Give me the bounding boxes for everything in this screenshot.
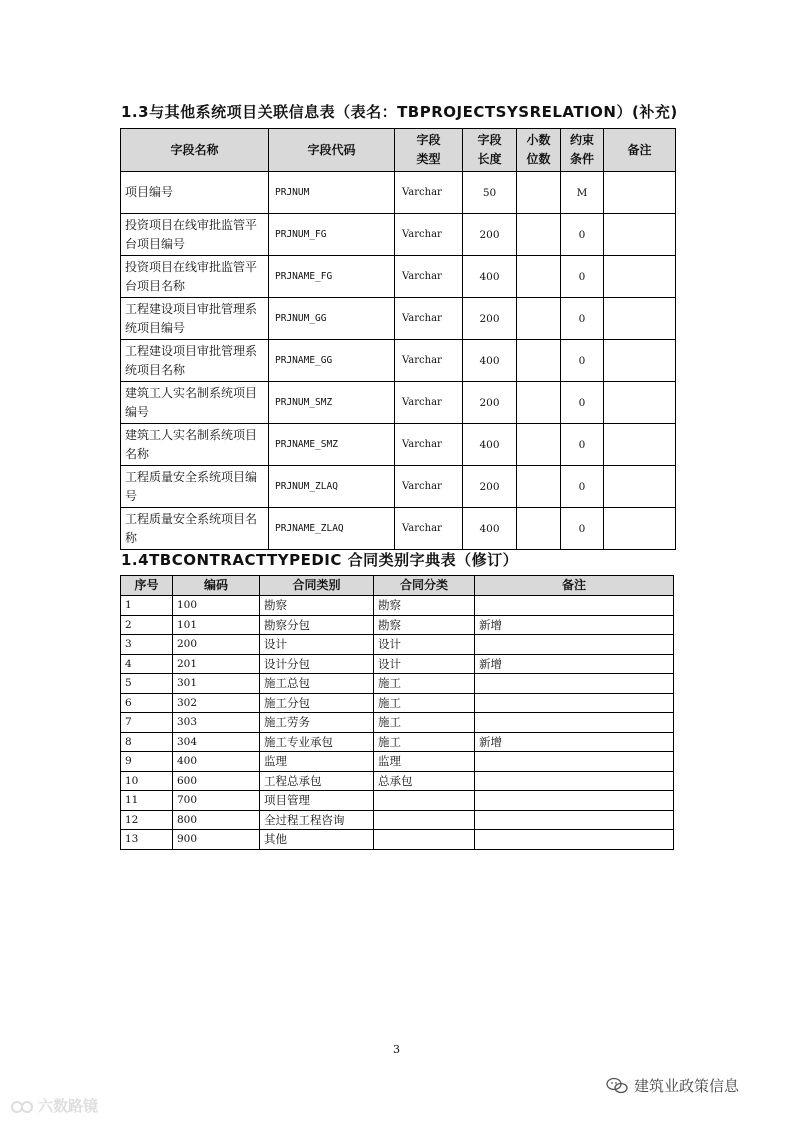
cell-code: 900 xyxy=(173,830,260,850)
table-row xyxy=(121,382,676,424)
cell-type: Varchar xyxy=(395,298,463,340)
cell-constraint: 0 xyxy=(561,424,604,466)
header-cell: 备注 xyxy=(475,576,674,596)
header-text: 小数 xyxy=(526,133,551,147)
table-row xyxy=(121,810,674,830)
watermark-left xyxy=(10,1095,98,1116)
table-header-row xyxy=(121,576,674,596)
cell-index: 3 xyxy=(121,635,173,655)
cell-contract-class: 施工 xyxy=(374,732,475,752)
cell-contract-category: 项目管理 xyxy=(260,791,374,811)
cell-type: Varchar xyxy=(395,340,463,382)
cell-remark xyxy=(604,382,676,424)
cell-code: PRJNUM_ZLAQ xyxy=(269,466,395,508)
cell-code: 301 xyxy=(173,674,260,694)
header-text: 类型 xyxy=(416,152,441,166)
cell-decimal xyxy=(517,298,561,340)
cell-remark xyxy=(475,810,674,830)
cell-length: 200 xyxy=(463,466,517,508)
cell-type: Varchar xyxy=(395,256,463,298)
cell-remark xyxy=(475,830,674,850)
cell-contract-class: 总承包 xyxy=(374,771,475,791)
table-row xyxy=(121,508,676,550)
cell-contract-class xyxy=(374,830,475,850)
header-text: 长度 xyxy=(477,152,502,166)
cell-index: 5 xyxy=(121,674,173,694)
cell-contract-category: 其他 xyxy=(260,830,374,850)
cell-code: PRJNAME_SMZ xyxy=(269,424,395,466)
wechat-icon xyxy=(606,1077,628,1095)
contract-type-dict-table xyxy=(120,575,674,850)
table-row xyxy=(121,635,674,655)
cell-length: 200 xyxy=(463,298,517,340)
cell-contract-category: 工程总承包 xyxy=(260,771,374,791)
table-row xyxy=(121,713,674,733)
cell-contract-category: 施工劳务 xyxy=(260,713,374,733)
cell-code: PRJNUM_FG xyxy=(269,214,395,256)
cell-remark xyxy=(604,214,676,256)
cell-name: 工程质量安全系统项目名称 xyxy=(121,508,269,550)
cell-index: 4 xyxy=(121,654,173,674)
table-row xyxy=(121,298,676,340)
cell-contract-category: 勘察分包 xyxy=(260,615,374,635)
cell-constraint: 0 xyxy=(561,214,604,256)
header-text: 字段代码 xyxy=(307,142,356,157)
cell-code: 304 xyxy=(173,732,260,752)
cell-type: Varchar xyxy=(395,466,463,508)
cell-length: 400 xyxy=(463,256,517,298)
cell-index: 12 xyxy=(121,810,173,830)
cell-length: 400 xyxy=(463,340,517,382)
cell-name: 投资项目在线审批监管平台项目编号 xyxy=(121,214,269,256)
cell-contract-category: 设计分包 xyxy=(260,654,374,674)
cell-code: 700 xyxy=(173,791,260,811)
cell-code: 101 xyxy=(173,615,260,635)
header-text: 条件 xyxy=(569,152,594,166)
cell-remark xyxy=(604,424,676,466)
cell-index: 6 xyxy=(121,693,173,713)
cell-code: 400 xyxy=(173,752,260,772)
cell-remark xyxy=(475,791,674,811)
header-cell xyxy=(395,129,463,172)
cell-name: 工程建设项目审批管理系统项目编号 xyxy=(121,298,269,340)
page-number: 3 xyxy=(393,1043,400,1056)
cell-contract-class: 施工 xyxy=(374,713,475,733)
cell-constraint: M xyxy=(561,172,604,214)
cell-remark xyxy=(604,508,676,550)
cell-code: 201 xyxy=(173,654,260,674)
cell-remark: 新增 xyxy=(475,654,674,674)
cell-constraint: 0 xyxy=(561,466,604,508)
cell-remark xyxy=(475,635,674,655)
cell-name: 建筑工人实名制系统项目编号 xyxy=(121,382,269,424)
cell-remark xyxy=(475,674,674,694)
header-cell xyxy=(269,129,395,172)
cell-constraint: 0 xyxy=(561,382,604,424)
watermark-left-text: 六数路镜 xyxy=(38,1097,99,1115)
project-sys-relation-table xyxy=(120,128,676,550)
cell-name: 工程质量安全系统项目编号 xyxy=(121,466,269,508)
table-row xyxy=(121,732,674,752)
cell-code: 303 xyxy=(173,713,260,733)
cell-constraint: 0 xyxy=(561,256,604,298)
cell-decimal xyxy=(517,466,561,508)
cell-contract-class xyxy=(374,810,475,830)
table-row xyxy=(121,172,676,214)
cell-index: 10 xyxy=(121,771,173,791)
cell-remark xyxy=(475,713,674,733)
table-row xyxy=(121,771,674,791)
watermark-right-text: 建筑业政策信息 xyxy=(634,1077,740,1095)
cell-name: 工程建设项目审批管理系统项目名称 xyxy=(121,340,269,382)
header-text: 字段名称 xyxy=(170,142,219,157)
cell-remark xyxy=(604,340,676,382)
cell-decimal xyxy=(517,508,561,550)
cell-constraint: 0 xyxy=(561,298,604,340)
table-row xyxy=(121,752,674,772)
table-row xyxy=(121,674,674,694)
cell-decimal xyxy=(517,214,561,256)
cell-contract-category: 设计 xyxy=(260,635,374,655)
cell-constraint: 0 xyxy=(561,508,604,550)
cell-code: 800 xyxy=(173,810,260,830)
cell-index: 11 xyxy=(121,791,173,811)
table-row xyxy=(121,214,676,256)
table-row xyxy=(121,256,676,298)
header-cell: 序号 xyxy=(121,576,173,596)
header-cell xyxy=(121,129,269,172)
header-cell: 合同类别 xyxy=(260,576,374,596)
cell-length: 400 xyxy=(463,424,517,466)
header-text: 备注 xyxy=(627,142,652,157)
header-cell: 合同分类 xyxy=(374,576,475,596)
cell-name: 建筑工人实名制系统项目名称 xyxy=(121,424,269,466)
cell-type: Varchar xyxy=(395,172,463,214)
cell-decimal xyxy=(517,256,561,298)
cell-remark xyxy=(475,693,674,713)
cell-code: PRJNAME_GG xyxy=(269,340,395,382)
cell-length: 50 xyxy=(463,172,517,214)
cell-decimal xyxy=(517,382,561,424)
cell-type: Varchar xyxy=(395,508,463,550)
cell-length: 400 xyxy=(463,508,517,550)
camera-logo-icon xyxy=(10,1098,34,1114)
header-text: 字段 xyxy=(416,133,441,147)
table-row xyxy=(121,340,676,382)
cell-contract-class: 监理 xyxy=(374,752,475,772)
table-row xyxy=(121,615,674,635)
watermark-right xyxy=(606,1075,739,1096)
cell-contract-category: 勘察 xyxy=(260,596,374,616)
section1-title: 1.3与其他系统项目关联信息表（表名：TBPROJECTSYSRELATION）(补充) xyxy=(121,103,678,121)
cell-decimal xyxy=(517,424,561,466)
header-cell: 编码 xyxy=(173,576,260,596)
cell-remark xyxy=(604,466,676,508)
table-row xyxy=(121,466,676,508)
cell-code: PRJNUM xyxy=(269,172,395,214)
table-row xyxy=(121,424,676,466)
table-row xyxy=(121,693,674,713)
cell-index: 9 xyxy=(121,752,173,772)
cell-contract-category: 施工总包 xyxy=(260,674,374,694)
cell-contract-category: 监理 xyxy=(260,752,374,772)
table-row xyxy=(121,830,674,850)
section2-title: 1.4TBCONTRACTTYPEDIC 合同类别字典表（修订） xyxy=(121,551,519,569)
cell-decimal xyxy=(517,340,561,382)
cell-index: 7 xyxy=(121,713,173,733)
cell-contract-class: 勘察 xyxy=(374,596,475,616)
header-text: 约束 xyxy=(569,133,594,147)
cell-remark xyxy=(475,771,674,791)
table-row xyxy=(121,596,674,616)
cell-remark xyxy=(604,172,676,214)
table-row xyxy=(121,791,674,811)
cell-index: 1 xyxy=(121,596,173,616)
cell-remark: 新增 xyxy=(475,615,674,635)
header-cell xyxy=(517,129,561,172)
cell-code: 600 xyxy=(173,771,260,791)
cell-contract-category: 全过程工程咨询 xyxy=(260,810,374,830)
cell-contract-class: 施工 xyxy=(374,693,475,713)
cell-contract-category: 施工分包 xyxy=(260,693,374,713)
cell-length: 200 xyxy=(463,382,517,424)
cell-name: 项目编号 xyxy=(121,172,269,214)
header-text: 字段 xyxy=(477,133,502,147)
cell-code: 100 xyxy=(173,596,260,616)
cell-index: 8 xyxy=(121,732,173,752)
cell-contract-class: 施工 xyxy=(374,674,475,694)
cell-code: 200 xyxy=(173,635,260,655)
cell-remark xyxy=(475,596,674,616)
cell-code: PRJNAME_ZLAQ xyxy=(269,508,395,550)
header-cell xyxy=(463,129,517,172)
table-row xyxy=(121,654,674,674)
cell-index: 13 xyxy=(121,830,173,850)
cell-contract-class: 设计 xyxy=(374,635,475,655)
cell-remark xyxy=(604,256,676,298)
cell-contract-category: 施工专业承包 xyxy=(260,732,374,752)
cell-remark: 新增 xyxy=(475,732,674,752)
cell-remark xyxy=(475,752,674,772)
cell-code: PRJNUM_SMZ xyxy=(269,382,395,424)
cell-type: Varchar xyxy=(395,214,463,256)
header-cell xyxy=(604,129,676,172)
cell-decimal xyxy=(517,172,561,214)
cell-index: 2 xyxy=(121,615,173,635)
cell-contract-class xyxy=(374,791,475,811)
table-header-row xyxy=(121,129,676,172)
cell-type: Varchar xyxy=(395,424,463,466)
cell-length: 200 xyxy=(463,214,517,256)
cell-contract-class: 设计 xyxy=(374,654,475,674)
cell-constraint: 0 xyxy=(561,340,604,382)
cell-remark xyxy=(604,298,676,340)
cell-code: PRJNAME_FG xyxy=(269,256,395,298)
header-cell xyxy=(561,129,604,172)
header-text: 位数 xyxy=(526,152,551,166)
cell-contract-class: 勘察 xyxy=(374,615,475,635)
cell-name: 投资项目在线审批监管平台项目名称 xyxy=(121,256,269,298)
cell-type: Varchar xyxy=(395,382,463,424)
cell-code: PRJNUM_GG xyxy=(269,298,395,340)
cell-code: 302 xyxy=(173,693,260,713)
